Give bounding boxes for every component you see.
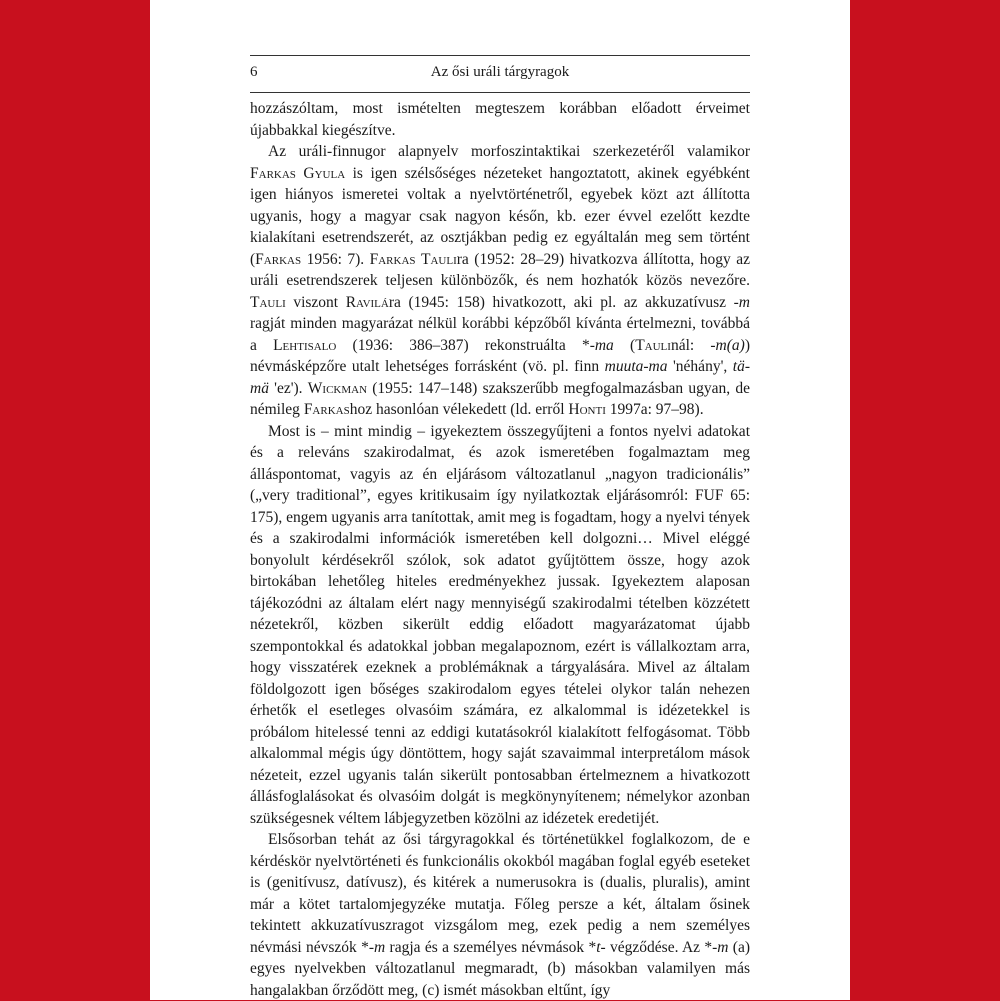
small-caps-name: Farkas	[369, 250, 416, 268]
text-run: ragját minden magyarázat nélkül korábbi képzőből kívánta értelmezni, továbbá a	[250, 315, 750, 354]
header-bottom-rule	[250, 92, 750, 93]
page-number: 6	[250, 64, 258, 80]
small-caps-name: Farkas	[303, 401, 350, 418]
text-run: ) névmásképzőre utalt lehetséges forrásként (vö. pl. finn	[250, 336, 750, 375]
italic-run: t-	[596, 938, 606, 956]
text-run: 'ez').	[268, 379, 308, 397]
italic-run: muuta-ma	[604, 358, 668, 375]
small-caps-name: Honti	[568, 401, 606, 418]
text-run: hozzászóltam, most ismételten megteszem korábban előadott érveimet újabbakkal kiegészítve.	[250, 100, 750, 139]
text-run: Most is – mint mindig – igyekeztem összegyűjteni a fontos nyelvi adatokat és a releváns szakirodalmat, és azok ismeretében fogalmaztam meg álláspontomat, vagyis az én eljárásom változatlanul „nagyon tradicionális” („very traditional”, egyes kritikusaim így nyilatkoztak eljárásomról: FUF 65: 175), engem ugyanis arra tanítottak, amit meg is fogadtam, hogy a nyelvi tények és a szakirodalmi információk ismeretében kell dolgozni… Mivel eléggé bonyolult kérdésekről szólok, sok adatot gyűjtöttem össze, hogy azok birtokában lehetőleg hiteles eredményekhez jussak. Igyekeztem alaposan tájékozódni az általam elért nagy mennyiségű szakirodalmi tételben közzétett nézetekről, közben sikerült eddig előadott magyarázatomat újabb szempontokkal és adatokkal jobban megalapoznom, ezért is vállalkoztam arra, hogy visszatérek ezeknek a problémáknak a tárgyalására. Mivel az általam földolgozott igen bőséges szakirodalom egyes tételei olykor talán nehezen érhetők el esetleges olvasóim számára, ez alkalommal is idézetekkel is próbálom hitelessé tenni az eddigi kutatásokról kialakított felfogásomat. Több alkalommal mégis úgy döntöttem, hogy saját szavaimmal interpretálom mások nézeteit, ezzel ugyanis talán sikerült pontosabban értelmeznem a hivatkozott állásfoglalásokat és olvasóim dolgát is megkönynyítenem; némelykor azonban szükségesnek véltem lábjegyzetben közölni az idézetek eredetijét.	[250, 422, 750, 827]
text-run: viszont	[285, 293, 346, 311]
small-caps-name: Ravilá	[345, 293, 389, 311]
running-header	[250, 62, 750, 86]
text-run: hoz hasonlóan vélekedett (ld. erről	[349, 401, 569, 418]
text-run: (1936: 386–387) rekonstruálta *	[336, 336, 590, 354]
paragraph	[250, 98, 750, 141]
italic-run: tä-mä	[250, 358, 750, 397]
running-title: Az ősi uráli tárgyragok	[430, 64, 570, 80]
small-caps-name: Farkas	[255, 250, 302, 268]
header-top-rule	[250, 55, 750, 56]
text-run: Elsősorban tehát az ősi tárgyragokkal és történetükkel foglalkozom, de e kérdéskör nyelvtörténeti és funkcionális okokból magában foglal egyéb eseteket is (genitívusz, datívusz), és kitérek a numerusokra is (dualis, pluralis), amint már a kötet tartalomjegyzéke mutatja. Főleg persze a két, általam ősinek tekintett akkuzatívuszragot vizsgálom meg, ezek pedig a nem személyes névmási névszók *	[250, 831, 750, 956]
italic-run: -m	[368, 938, 386, 956]
small-caps-name: Tauli	[635, 336, 671, 354]
text-run: ra (1945: 158) hivatkozott, aki pl. az akkuzatívusz	[388, 293, 734, 311]
text-run: (	[613, 336, 636, 354]
text-run: nál:	[670, 336, 711, 354]
text-run: ragja és a személyes névmások *	[385, 938, 597, 956]
text-run: 'néhány',	[667, 358, 733, 375]
italic-run: -m(a)	[710, 336, 745, 354]
small-caps-name: Lehtisalo	[273, 336, 337, 354]
small-caps-name: Tauli	[250, 293, 286, 311]
italic-run: -m	[712, 938, 729, 956]
text-run: (a) egyes nyelvekben változatlanul megmaradt, (b) másokban valamilyen más hangalakban őrződött meg, (c) ismét másokban eltűnt, így	[250, 938, 750, 999]
text-run: Az uráli-finnugor alapnyelv morfoszintaktikai szerkezetéről valamikor	[268, 143, 750, 160]
paragraph	[250, 421, 750, 830]
small-caps-name: Farkas Gyula	[250, 164, 346, 182]
text-run: 1956: 7).	[301, 250, 370, 268]
book-page	[150, 0, 850, 1000]
small-caps-name: Wickman	[307, 379, 368, 397]
text-run: ra (1952: 28–29) hivatkozva állította, hogy az uráli esetrendszerek teljesen különbözők, és nem hozhatók közös nevezőre.	[250, 250, 751, 289]
italic-run: -m	[733, 293, 750, 311]
paragraph	[250, 141, 750, 421]
text-run: is igen szélsőséges nézeteket hangoztatott, akinek egyébként igen hiányos ismeretei voltak a nyelvtörténetről, egyebek közt azt állította ugyanis, hogy a magyar csak nagyon későn, kb. ezer évvel ezelőtt kezdte kialakítani esetrendszerét, az osztjákban pedig ez egyáltalán meg sem történt (	[250, 164, 750, 268]
text-run: végződése. Az *	[605, 938, 713, 956]
italic-run: -ma	[589, 336, 614, 354]
body-text	[250, 98, 750, 1001]
text-run: 1997a: 97–98).	[605, 401, 704, 418]
text-run: (1955: 147–148) szakszerűbb megfogalmazásban ugyan, de némileg	[250, 379, 750, 418]
small-caps-name: Tauli	[421, 250, 457, 268]
paragraph	[250, 829, 750, 1001]
